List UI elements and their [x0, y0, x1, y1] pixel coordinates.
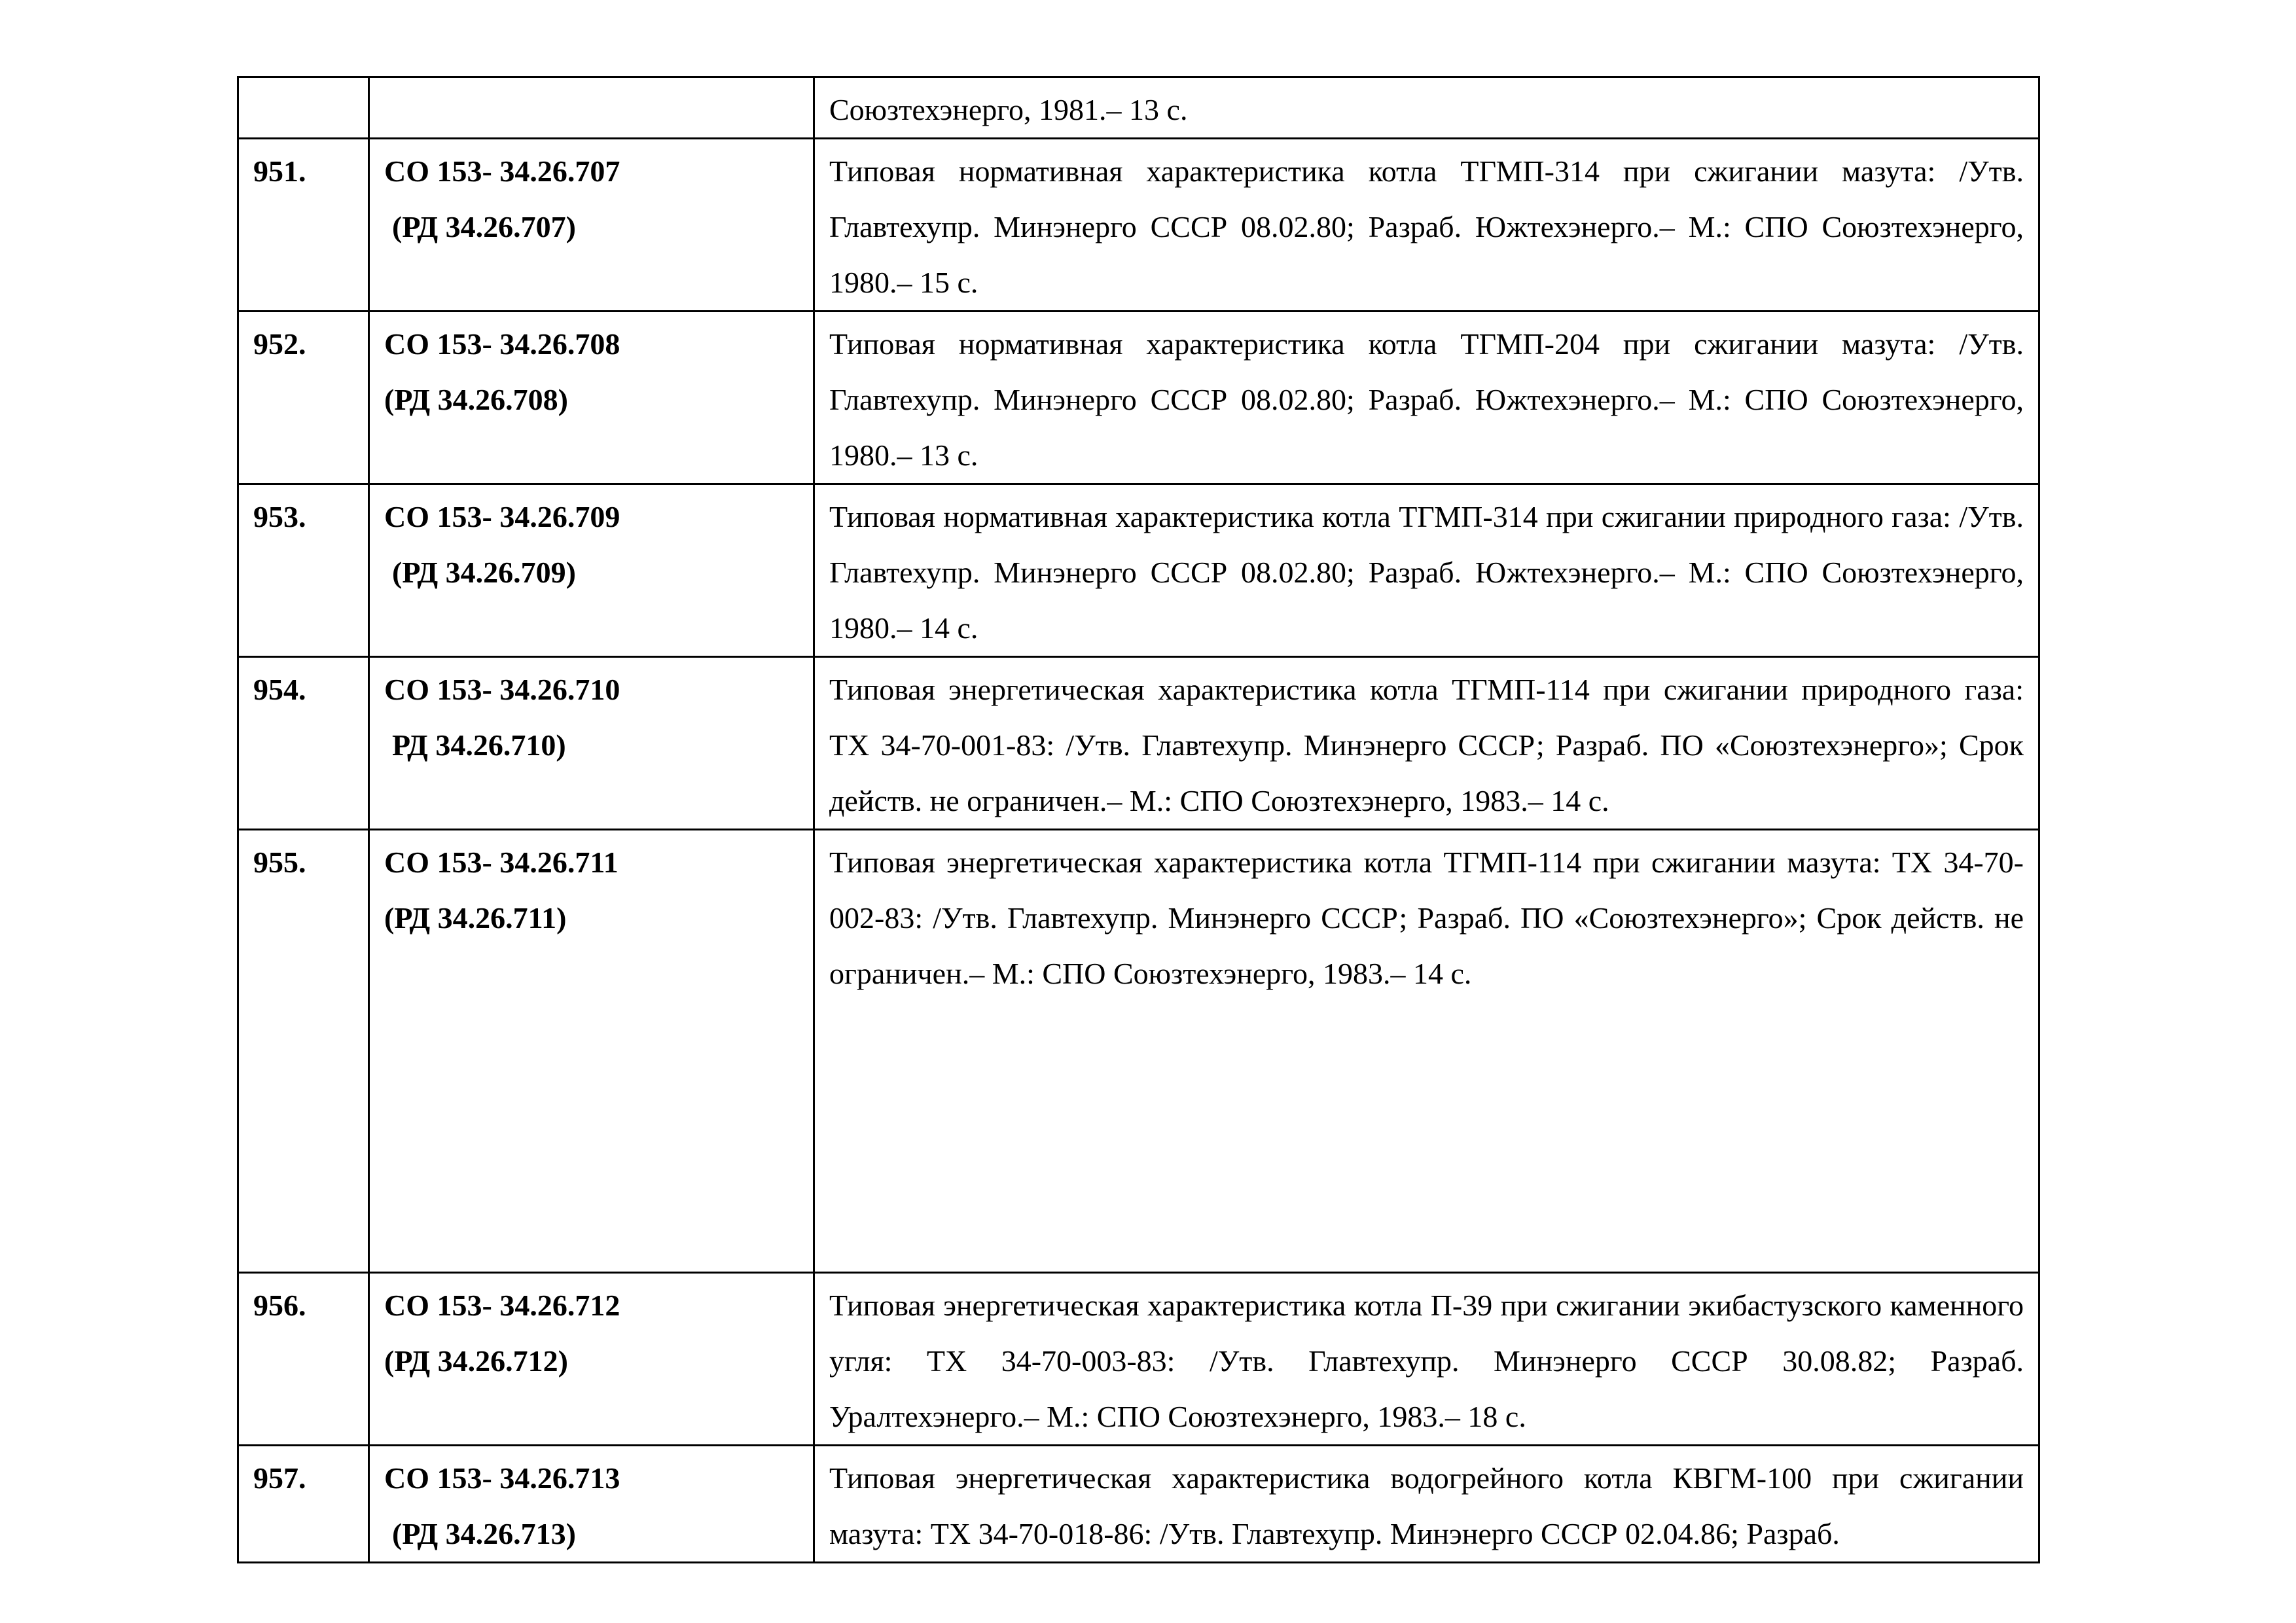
- row-number: 957.: [238, 1446, 369, 1563]
- document-description: Типовая нормативная характеристика котла ТГМП-204 при сжигании мазута: /Утв. Главтехупр. Минэнерго СССР 08.02.80; Разраб. Южтехэнерго.– М.: СПО Союзтехэнерго, 1980.– 13 с.: [814, 312, 2039, 484]
- rd-code: (РД 34.26.708): [384, 383, 568, 416]
- row-number: 955.: [238, 830, 369, 1273]
- document-description: Типовая энергетическая характеристика котла П-39 при сжигании экибастузского каменного угля: ТХ 34-70-003-83: /Утв. Главтехупр. Минэнерго СССР 30.08.82; Разраб. Уралтехэнерго.– М.: СПО Союзтехэнерго, 1983.– 18 с.: [814, 1273, 2039, 1446]
- row-number: 953.: [238, 484, 369, 657]
- rd-code: (РД 34.26.707): [392, 210, 576, 243]
- table-row: [238, 77, 2039, 139]
- rd-code: (РД 34.26.711): [384, 901, 567, 935]
- row-number: 956.: [238, 1273, 369, 1446]
- row-number: 952.: [238, 312, 369, 484]
- document-description: Союзтехэнерго, 1981.– 13 с.: [814, 77, 2039, 139]
- so-code: СО 153- 34.26.707: [384, 154, 620, 188]
- row-number: 951.: [238, 139, 369, 312]
- document-code: [369, 77, 814, 139]
- table-row: [238, 312, 2039, 484]
- rd-code: (РД 34.26.712): [384, 1344, 568, 1378]
- table-row: [238, 1446, 2039, 1563]
- table-row: [238, 139, 2039, 312]
- document-code: [369, 312, 814, 484]
- table-row: [238, 657, 2039, 830]
- document-code: [369, 139, 814, 312]
- document-description: Типовая энергетическая характеристика котла ТГМП-114 при сжигании природного газа: ТХ 34-70-001-83: /Утв. Главтехупр. Минэнерго СССР; Разраб. ПО «Союзтехэнерго»; Срок действ. не ограничен.– М.: СПО Союзтехэнерго, 1983.– 14 с.: [814, 657, 2039, 830]
- so-code: СО 153- 34.26.711: [384, 846, 619, 879]
- rd-code: (РД 34.26.713): [392, 1517, 576, 1550]
- document-description: Типовая нормативная характеристика котла ТГМП-314 при сжигании мазута: /Утв. Главтехупр. Минэнерго СССР 08.02.80; Разраб. Южтехэнерго.– М.: СПО Союзтехэнерго, 1980.– 15 с.: [814, 139, 2039, 312]
- row-number: [238, 77, 369, 139]
- document-code: [369, 657, 814, 830]
- so-code: СО 153- 34.26.709: [384, 500, 620, 533]
- so-code: СО 153- 34.26.710: [384, 673, 620, 706]
- document-description: Типовая энергетическая характеристика водогрейного котла КВГМ-100 при сжигании мазута: ТХ 34-70-018-86: /Утв. Главтехупр. Минэнерго СССР 02.04.86; Разраб.: [814, 1446, 2039, 1563]
- table-body: [238, 77, 2039, 1563]
- so-code: СО 153- 34.26.708: [384, 327, 620, 361]
- so-code: СО 153- 34.26.712: [384, 1289, 620, 1322]
- table-row: [238, 830, 2039, 1273]
- document-code: [369, 830, 814, 1273]
- document-code: [369, 1446, 814, 1563]
- document-description: Типовая энергетическая характеристика котла ТГМП-114 при сжигании мазута: ТХ 34-70-002-83: /Утв. Главтехупр. Минэнерго СССР; Разраб. ПО «Союзтехэнерго»; Срок действ. не ограничен.– М.: СПО Союзтехэнерго, 1983.– 14 с.: [814, 830, 2039, 1273]
- table-row: [238, 1273, 2039, 1446]
- rd-code: РД 34.26.710): [392, 728, 566, 762]
- document-code: [369, 1273, 814, 1446]
- standards-table: [237, 76, 2040, 1563]
- rd-code: (РД 34.26.709): [392, 556, 576, 589]
- so-code: СО 153- 34.26.713: [384, 1461, 620, 1495]
- document-code: [369, 484, 814, 657]
- document-description: Типовая нормативная характеристика котла ТГМП-314 при сжигании природного газа: /Утв. Главтехупр. Минэнерго СССР 08.02.80; Разраб. Южтехэнерго.– М.: СПО Союзтехэнерго, 1980.– 14 с.: [814, 484, 2039, 657]
- table-row: [238, 484, 2039, 657]
- row-number: 954.: [238, 657, 369, 830]
